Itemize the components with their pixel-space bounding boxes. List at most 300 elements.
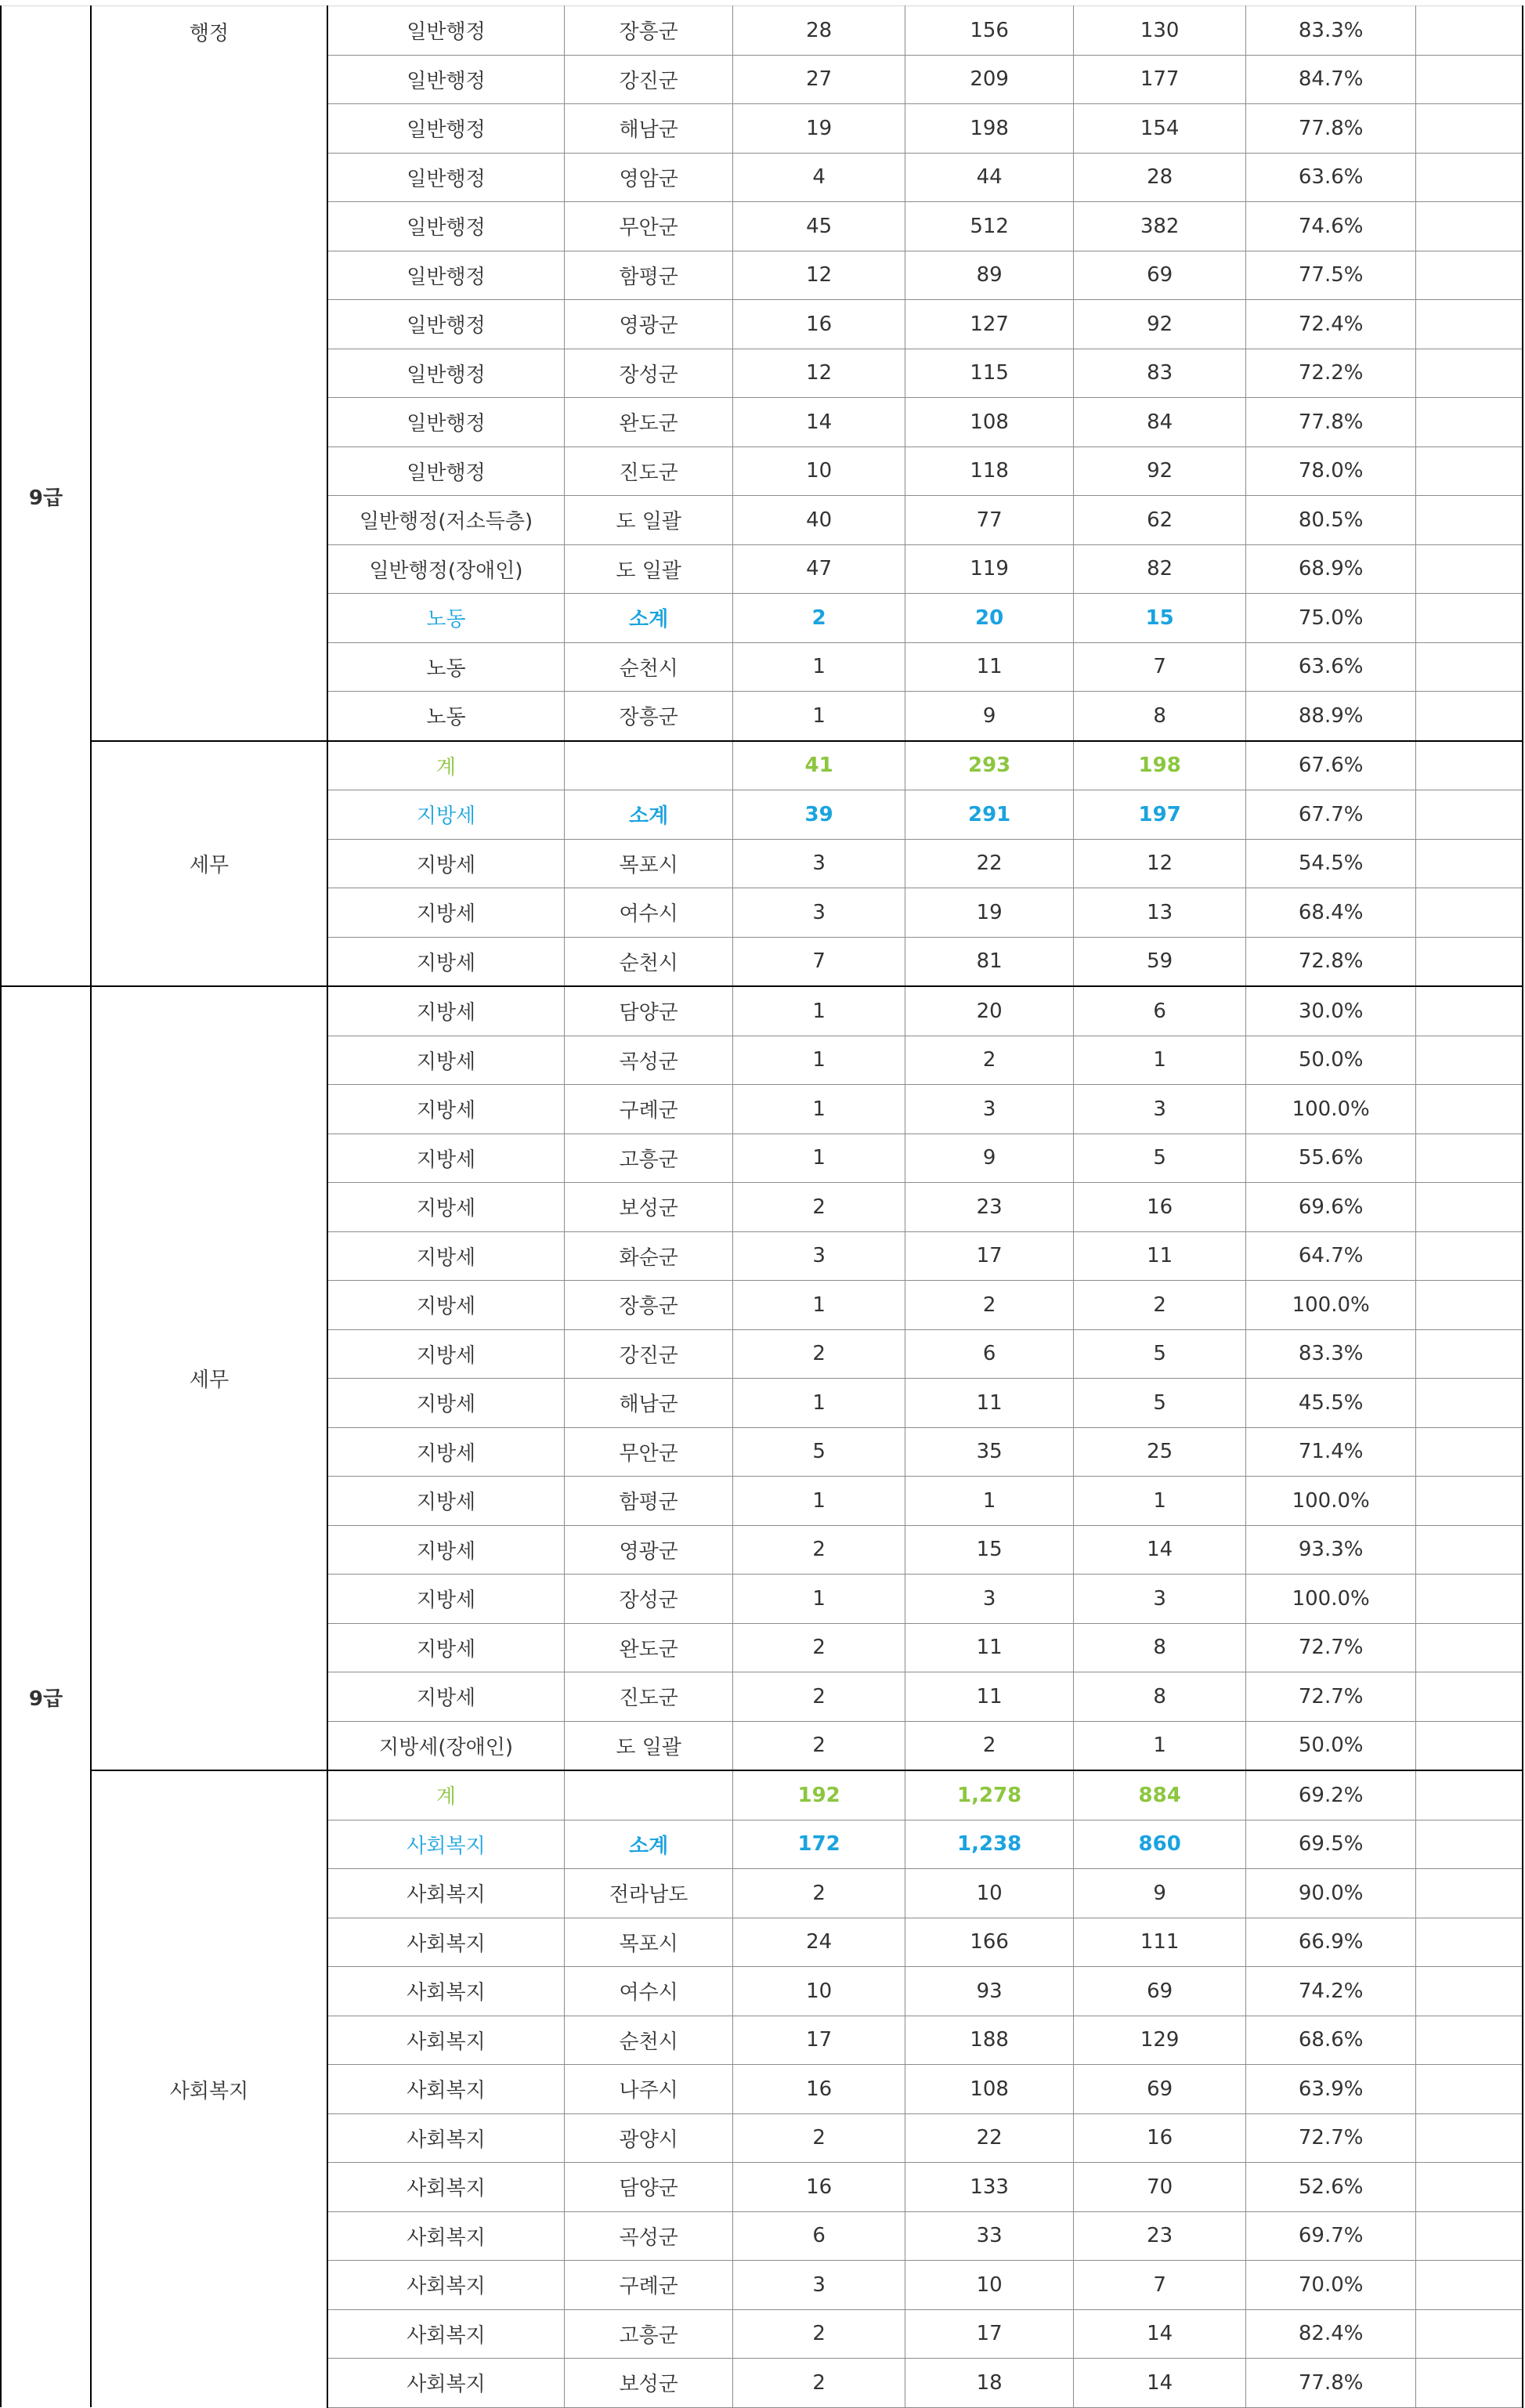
value1-cell: 1 [733, 1281, 905, 1330]
value2-cell: 2 [905, 1036, 1074, 1085]
value3-cell: 8 [1074, 1623, 1246, 1672]
value1-cell: 45 [733, 202, 905, 251]
rate-cell: 74.2% [1246, 1967, 1416, 2016]
value1-cell: 17 [733, 2016, 905, 2065]
value1-cell: 3 [733, 2261, 905, 2310]
value1-cell: 6 [733, 2211, 905, 2261]
rate-cell: 72.4% [1246, 300, 1416, 349]
note-cell [1416, 741, 1523, 790]
note-cell [1416, 6, 1523, 56]
region-cell: 나주시 [565, 2065, 733, 2114]
region-cell: 순천시 [565, 937, 733, 986]
category-cell: 일반행정 [327, 153, 565, 202]
value1-cell: 12 [733, 349, 905, 398]
category-cell: 지방세 [327, 1133, 565, 1183]
category-cell: 지방세 [327, 1623, 565, 1672]
region-cell: 순천시 [565, 2016, 733, 2065]
value1-cell: 1 [733, 1133, 905, 1183]
table-row [1, 741, 1523, 790]
value2-cell: 119 [905, 544, 1074, 594]
note-cell [1416, 1133, 1523, 1183]
rate-cell: 50.0% [1246, 1721, 1416, 1770]
rate-cell: 69.5% [1246, 1820, 1416, 1869]
category-cell: 지방세 [327, 1672, 565, 1722]
note-cell [1416, 153, 1523, 202]
value2-cell: 108 [905, 398, 1074, 447]
value1-cell: 1 [733, 1575, 905, 1624]
value2-cell: 1,238 [905, 1820, 1074, 1869]
section-cell: 세무 [91, 986, 327, 1770]
value3-cell: 14 [1074, 2359, 1246, 2408]
value3-cell: 92 [1074, 447, 1246, 496]
category-cell: 노동 [327, 594, 565, 643]
note-cell [1416, 1869, 1523, 1918]
category-cell: 계 [327, 741, 565, 790]
note-cell [1416, 496, 1523, 545]
category-cell: 지방세 [327, 1329, 565, 1379]
value3-cell: 59 [1074, 937, 1246, 986]
category-cell: 사회복지 [327, 2016, 565, 2065]
note-cell [1416, 888, 1523, 938]
category-cell: 일반행정 [327, 447, 565, 496]
rate-cell: 77.8% [1246, 398, 1416, 447]
value3-cell: 9 [1074, 1869, 1246, 1918]
value2-cell: 3 [905, 1085, 1074, 1134]
region-cell: 전라남도 [565, 1869, 733, 1918]
value1-cell: 27 [733, 55, 905, 104]
rate-cell: 82.4% [1246, 2309, 1416, 2359]
value3-cell: 154 [1074, 104, 1246, 154]
category-cell: 지방세 [327, 1183, 565, 1232]
region-cell: 광양시 [565, 2113, 733, 2163]
category-cell: 사회복지 [327, 2359, 565, 2408]
section-cell: 행정 [91, 6, 327, 741]
value3-cell: 25 [1074, 1427, 1246, 1477]
value3-cell: 2 [1074, 1281, 1246, 1330]
note-cell [1416, 1672, 1523, 1722]
value2-cell: 512 [905, 202, 1074, 251]
region-cell: 장성군 [565, 1575, 733, 1624]
value3-cell: 84 [1074, 398, 1246, 447]
value1-cell: 3 [733, 888, 905, 938]
region-cell: 목포시 [565, 1918, 733, 1967]
value2-cell: 1,278 [905, 1770, 1074, 1820]
region-cell: 도 일괄 [565, 496, 733, 545]
value1-cell: 1 [733, 642, 905, 692]
region-cell: 보성군 [565, 1183, 733, 1232]
category-cell: 일반행정 [327, 202, 565, 251]
value3-cell: 8 [1074, 1672, 1246, 1722]
value2-cell: 81 [905, 937, 1074, 986]
category-cell: 지방세 [327, 839, 565, 888]
region-cell: 목포시 [565, 839, 733, 888]
value3-cell: 3 [1074, 1575, 1246, 1624]
category-cell: 일반행정 [327, 251, 565, 300]
value1-cell: 47 [733, 544, 905, 594]
note-cell [1416, 349, 1523, 398]
value1-cell: 2 [733, 1869, 905, 1918]
value2-cell: 10 [905, 2261, 1074, 2310]
value2-cell: 293 [905, 741, 1074, 790]
value1-cell: 2 [733, 1329, 905, 1379]
note-cell [1416, 398, 1523, 447]
value3-cell: 177 [1074, 55, 1246, 104]
value3-cell: 5 [1074, 1133, 1246, 1183]
region-cell: 장흥군 [565, 6, 733, 56]
value3-cell: 5 [1074, 1379, 1246, 1428]
value3-cell: 111 [1074, 1918, 1246, 1967]
note-cell [1416, 594, 1523, 643]
rate-cell: 67.7% [1246, 790, 1416, 840]
rate-cell: 68.9% [1246, 544, 1416, 594]
region-cell: 여수시 [565, 1967, 733, 2016]
rate-cell: 83.3% [1246, 6, 1416, 56]
value2-cell: 10 [905, 1869, 1074, 1918]
region-cell: 담양군 [565, 2163, 733, 2212]
region-cell: 영광군 [565, 300, 733, 349]
value3-cell: 8 [1074, 692, 1246, 741]
note-cell [1416, 839, 1523, 888]
region-cell: 도 일괄 [565, 1721, 733, 1770]
category-cell: 사회복지 [327, 2065, 565, 2114]
value1-cell: 1 [733, 1085, 905, 1134]
category-cell: 사회복지 [327, 2113, 565, 2163]
value3-cell: 62 [1074, 496, 1246, 545]
category-cell: 지방세(장애인) [327, 1721, 565, 1770]
region-cell: 무안군 [565, 1427, 733, 1477]
value1-cell: 14 [733, 398, 905, 447]
category-cell: 일반행정 [327, 6, 565, 56]
value1-cell: 1 [733, 692, 905, 741]
value2-cell: 188 [905, 2016, 1074, 2065]
rate-cell: 69.7% [1246, 2211, 1416, 2261]
value3-cell: 69 [1074, 251, 1246, 300]
value3-cell: 1 [1074, 1721, 1246, 1770]
value3-cell: 382 [1074, 202, 1246, 251]
rate-cell: 77.5% [1246, 251, 1416, 300]
value2-cell: 6 [905, 1329, 1074, 1379]
value1-cell: 2 [733, 2113, 905, 2163]
region-cell: 보성군 [565, 2359, 733, 2408]
value3-cell: 14 [1074, 2309, 1246, 2359]
value1-cell: 24 [733, 1918, 905, 1967]
category-cell: 지방세 [327, 1281, 565, 1330]
region-cell: 소계 [565, 1820, 733, 1869]
table-body [1, 6, 1523, 2408]
note-cell [1416, 1379, 1523, 1428]
rate-cell: 67.6% [1246, 741, 1416, 790]
value1-cell: 5 [733, 1427, 905, 1477]
rate-cell: 83.3% [1246, 1329, 1416, 1379]
note-cell [1416, 1575, 1523, 1624]
value3-cell: 69 [1074, 2065, 1246, 2114]
grade-cell: 9급 [1, 6, 91, 987]
note-cell [1416, 1085, 1523, 1134]
value3-cell: 92 [1074, 300, 1246, 349]
value2-cell: 22 [905, 2113, 1074, 2163]
category-cell: 일반행정(장애인) [327, 544, 565, 594]
category-cell: 사회복지 [327, 2309, 565, 2359]
value3-cell: 13 [1074, 888, 1246, 938]
note-cell [1416, 692, 1523, 741]
value2-cell: 17 [905, 2309, 1074, 2359]
note-cell [1416, 447, 1523, 496]
region-cell: 구례군 [565, 2261, 733, 2310]
table-row [1, 6, 1523, 56]
value2-cell: 3 [905, 1575, 1074, 1624]
value2-cell: 156 [905, 6, 1074, 56]
note-cell [1416, 1427, 1523, 1477]
value1-cell: 2 [733, 2359, 905, 2408]
region-cell [565, 1770, 733, 1820]
category-cell: 사회복지 [327, 1918, 565, 1967]
value2-cell: 33 [905, 2211, 1074, 2261]
value1-cell: 1 [733, 1379, 905, 1428]
value3-cell: 6 [1074, 986, 1246, 1036]
rate-cell: 69.2% [1246, 1770, 1416, 1820]
value1-cell: 1 [733, 1036, 905, 1085]
value3-cell: 1 [1074, 1036, 1246, 1085]
note-cell [1416, 2065, 1523, 2114]
value2-cell: 1 [905, 1477, 1074, 1526]
region-cell: 곡성군 [565, 2211, 733, 2261]
category-cell: 지방세 [327, 1427, 565, 1477]
table-row [1, 1770, 1523, 1820]
value3-cell: 198 [1074, 741, 1246, 790]
table-row [1, 986, 1523, 1036]
value2-cell: 35 [905, 1427, 1074, 1477]
value3-cell: 5 [1074, 1329, 1246, 1379]
value2-cell: 209 [905, 55, 1074, 104]
region-cell: 여수시 [565, 888, 733, 938]
rate-cell: 77.8% [1246, 2359, 1416, 2408]
note-cell [1416, 1770, 1523, 1820]
section-cell: 사회복지 [91, 1770, 327, 2407]
region-cell: 소계 [565, 790, 733, 840]
note-cell [1416, 202, 1523, 251]
rate-cell: 64.7% [1246, 1231, 1416, 1281]
region-cell: 장흥군 [565, 1281, 733, 1330]
value2-cell: 19 [905, 888, 1074, 938]
value3-cell: 70 [1074, 2163, 1246, 2212]
region-cell: 해남군 [565, 1379, 733, 1428]
value1-cell: 2 [733, 1672, 905, 1722]
value3-cell: 884 [1074, 1770, 1246, 1820]
value3-cell: 83 [1074, 349, 1246, 398]
category-cell: 노동 [327, 692, 565, 741]
category-cell: 일반행정 [327, 104, 565, 154]
section-cell: 세무 [91, 741, 327, 987]
category-cell: 지방세 [327, 1085, 565, 1134]
note-cell [1416, 1231, 1523, 1281]
region-cell: 고흥군 [565, 1133, 733, 1183]
note-cell [1416, 2163, 1523, 2212]
value1-cell: 1 [733, 986, 905, 1036]
rate-cell: 63.6% [1246, 153, 1416, 202]
category-cell: 일반행정 [327, 398, 565, 447]
value3-cell: 130 [1074, 6, 1246, 56]
value1-cell: 16 [733, 2065, 905, 2114]
rate-cell: 68.4% [1246, 888, 1416, 938]
note-cell [1416, 642, 1523, 692]
category-cell: 사회복지 [327, 2163, 565, 2212]
value3-cell: 11 [1074, 1231, 1246, 1281]
category-cell: 지방세 [327, 937, 565, 986]
value1-cell: 41 [733, 741, 905, 790]
value2-cell: 133 [905, 2163, 1074, 2212]
rate-cell: 100.0% [1246, 1281, 1416, 1330]
value1-cell: 3 [733, 1231, 905, 1281]
value2-cell: 127 [905, 300, 1074, 349]
category-cell: 지방세 [327, 986, 565, 1036]
region-cell: 소계 [565, 594, 733, 643]
rate-cell: 55.6% [1246, 1133, 1416, 1183]
region-cell: 도 일괄 [565, 544, 733, 594]
value2-cell: 198 [905, 104, 1074, 154]
note-cell [1416, 300, 1523, 349]
category-cell: 지방세 [327, 1231, 565, 1281]
value2-cell: 11 [905, 642, 1074, 692]
category-cell: 지방세 [327, 1575, 565, 1624]
value3-cell: 7 [1074, 2261, 1246, 2310]
value1-cell: 4 [733, 153, 905, 202]
rate-cell: 72.2% [1246, 349, 1416, 398]
value2-cell: 9 [905, 1133, 1074, 1183]
region-cell: 해남군 [565, 104, 733, 154]
value3-cell: 15 [1074, 594, 1246, 643]
rate-cell: 88.9% [1246, 692, 1416, 741]
category-cell: 지방세 [327, 1525, 565, 1575]
note-cell [1416, 1036, 1523, 1085]
category-cell: 일반행정 [327, 349, 565, 398]
region-cell: 완도군 [565, 398, 733, 447]
region-cell: 순천시 [565, 642, 733, 692]
value1-cell: 19 [733, 104, 905, 154]
region-cell: 함평군 [565, 251, 733, 300]
value1-cell: 40 [733, 496, 905, 545]
rate-cell: 84.7% [1246, 55, 1416, 104]
value2-cell: 22 [905, 839, 1074, 888]
note-cell [1416, 1477, 1523, 1526]
rate-cell: 72.7% [1246, 1623, 1416, 1672]
value1-cell: 16 [733, 2163, 905, 2212]
region-cell: 담양군 [565, 986, 733, 1036]
category-cell: 계 [327, 1770, 565, 1820]
rate-cell: 30.0% [1246, 986, 1416, 1036]
category-cell: 지방세 [327, 1036, 565, 1085]
value1-cell: 2 [733, 1525, 905, 1575]
value2-cell: 20 [905, 594, 1074, 643]
rate-cell: 75.0% [1246, 594, 1416, 643]
region-cell: 강진군 [565, 1329, 733, 1379]
note-cell [1416, 937, 1523, 986]
rate-cell: 100.0% [1246, 1575, 1416, 1624]
value3-cell: 12 [1074, 839, 1246, 888]
note-cell [1416, 2113, 1523, 2163]
rate-cell: 77.8% [1246, 104, 1416, 154]
category-cell: 지방세 [327, 888, 565, 938]
note-cell [1416, 2211, 1523, 2261]
region-cell: 영암군 [565, 153, 733, 202]
note-cell [1416, 55, 1523, 104]
recruitment-table [0, 5, 1523, 2408]
value2-cell: 15 [905, 1525, 1074, 1575]
region-cell: 진도군 [565, 447, 733, 496]
value1-cell: 28 [733, 6, 905, 56]
note-cell [1416, 104, 1523, 154]
value2-cell: 23 [905, 1183, 1074, 1232]
rate-cell: 72.7% [1246, 2113, 1416, 2163]
value2-cell: 17 [905, 1231, 1074, 1281]
rate-cell: 52.6% [1246, 2163, 1416, 2212]
note-cell [1416, 1721, 1523, 1770]
rate-cell: 50.0% [1246, 1036, 1416, 1085]
region-cell: 장성군 [565, 349, 733, 398]
grade-cell: 9급 [1, 986, 91, 2407]
value2-cell: 11 [905, 1623, 1074, 1672]
value3-cell: 28 [1074, 153, 1246, 202]
category-cell: 일반행정 [327, 55, 565, 104]
note-cell [1416, 1820, 1523, 1869]
region-cell: 영광군 [565, 1525, 733, 1575]
note-cell [1416, 1525, 1523, 1575]
category-cell: 사회복지 [327, 2261, 565, 2310]
value1-cell: 172 [733, 1820, 905, 1869]
rate-cell: 72.7% [1246, 1672, 1416, 1722]
rate-cell: 100.0% [1246, 1085, 1416, 1134]
note-cell [1416, 1918, 1523, 1967]
value1-cell: 39 [733, 790, 905, 840]
region-cell: 화순군 [565, 1231, 733, 1281]
value1-cell: 3 [733, 839, 905, 888]
value1-cell: 10 [733, 1967, 905, 2016]
value2-cell: 89 [905, 251, 1074, 300]
value1-cell: 2 [733, 1623, 905, 1672]
category-cell: 지방세 [327, 1379, 565, 1428]
value1-cell: 2 [733, 594, 905, 643]
value2-cell: 77 [905, 496, 1074, 545]
rate-cell: 69.6% [1246, 1183, 1416, 1232]
value1-cell: 2 [733, 2309, 905, 2359]
rate-cell: 63.6% [1246, 642, 1416, 692]
category-cell: 사회복지 [327, 1820, 565, 1869]
value2-cell: 93 [905, 1967, 1074, 2016]
value3-cell: 82 [1074, 544, 1246, 594]
rate-cell: 80.5% [1246, 496, 1416, 545]
value3-cell: 23 [1074, 2211, 1246, 2261]
value3-cell: 860 [1074, 1820, 1246, 1869]
region-cell: 함평군 [565, 1477, 733, 1526]
category-cell: 사회복지 [327, 1967, 565, 2016]
category-cell: 사회복지 [327, 2211, 565, 2261]
category-cell: 사회복지 [327, 1869, 565, 1918]
region-cell: 강진군 [565, 55, 733, 104]
value3-cell: 14 [1074, 1525, 1246, 1575]
value2-cell: 11 [905, 1672, 1074, 1722]
region-cell: 무안군 [565, 202, 733, 251]
value2-cell: 18 [905, 2359, 1074, 2408]
value2-cell: 9 [905, 692, 1074, 741]
category-cell: 지방세 [327, 790, 565, 840]
rate-cell: 78.0% [1246, 447, 1416, 496]
rate-cell: 100.0% [1246, 1477, 1416, 1526]
region-cell: 장흥군 [565, 692, 733, 741]
rate-cell: 74.6% [1246, 202, 1416, 251]
value1-cell: 1 [733, 1477, 905, 1526]
region-cell [565, 741, 733, 790]
note-cell [1416, 1281, 1523, 1330]
rate-cell: 45.5% [1246, 1379, 1416, 1428]
